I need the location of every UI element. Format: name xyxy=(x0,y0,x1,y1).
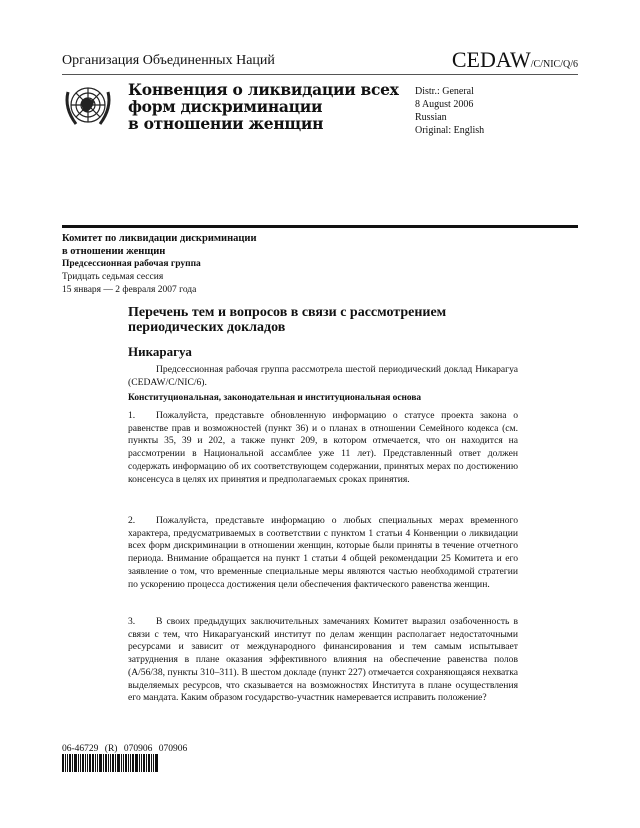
barcode-bar xyxy=(115,754,116,772)
barcode-bar xyxy=(69,754,71,772)
distribution-info xyxy=(415,85,484,137)
paragraph-number: 2. xyxy=(128,515,136,526)
document-heading xyxy=(128,305,528,335)
barcode-bar xyxy=(143,754,145,772)
barcode-bar xyxy=(89,754,91,772)
original-language-line: Original: English xyxy=(415,125,485,136)
barcode-bar xyxy=(117,754,120,772)
barcode-bar xyxy=(103,754,104,772)
barcode-bar xyxy=(85,754,86,772)
heading-line: Перечень тем и вопросов в связи с рассмотрением xyxy=(128,305,447,320)
working-group: Предсессионная рабочая группа xyxy=(62,259,201,269)
paragraph-text: Пожалуйста, представьте информацию о любых специальных мерах временного характера, предусматриваемых в соответствии с пунктом 1 статьи 4 Конвенции о ликвидации всех форм дискриминации в отношении женщин, которые были приняты в течение отчетного периода. Внимание обращается на пункт 1 статьи 4 общей рекомендации 25 Комитета и его заявление о том, что временные специальные меры являются частью необходимой стратегии по ускорению процесса достижения цели обеспечения фактического равенства женщин. xyxy=(128,515,518,590)
barcode-bar xyxy=(74,754,77,772)
barcode-bar xyxy=(135,754,138,772)
symbol-sub: /C/NIC/Q/6 xyxy=(530,59,578,70)
session-dates: 15 января — 2 февраля 2007 года xyxy=(62,285,197,295)
barcode-bar xyxy=(80,754,81,772)
convention-title-line: в отношении женщин xyxy=(128,114,324,133)
document-symbol xyxy=(452,47,578,73)
committee-block xyxy=(62,232,362,297)
barcode-bar xyxy=(153,754,154,772)
barcode-bar xyxy=(72,754,73,772)
barcode-bar xyxy=(87,754,88,772)
barcode-bar xyxy=(78,754,79,772)
barcode-bar xyxy=(146,754,147,772)
barcode-bar xyxy=(105,754,107,772)
convention-title xyxy=(128,81,399,132)
header-divider xyxy=(62,74,578,75)
paragraph-number: 1. xyxy=(128,410,136,421)
intro-paragraph: Предсессионная рабочая группа рассмотрела шестой периодический доклад Никарагуа (CEDAW/C/NIC/6). xyxy=(128,364,518,388)
committee-name: Комитет по ликвидации дискриминации xyxy=(62,233,257,244)
job-number: 06-46729 (R) 070906 070906 xyxy=(62,744,188,754)
convention-title-line: Конвенция о ликвидации всех xyxy=(128,80,399,99)
language-line: Russian xyxy=(415,112,447,123)
barcode-bar xyxy=(123,754,124,772)
barcode-bar xyxy=(151,754,152,772)
barcode-icon xyxy=(62,754,159,772)
convention-title-line: форм дискриминации xyxy=(128,97,323,116)
country-heading: Никарагуа xyxy=(128,344,192,359)
section-title: Конституциональная, законодательная и институциональная основа xyxy=(128,393,422,403)
un-emblem-icon xyxy=(62,80,114,132)
barcode-bar xyxy=(155,754,158,772)
date-line: 8 August 2006 xyxy=(415,99,474,110)
thick-divider xyxy=(62,225,578,228)
barcode-bar xyxy=(95,754,96,772)
paragraph-number: 3. xyxy=(128,616,136,627)
paragraph-text: В своих предыдущих заключительных замечаниях Комитет выразил озабоченность в связи с тем, что Никарагуанский институт по делам женщин располагает недостаточными ресурсами и зависит от международного финансирования и тем самым испытывает затруднения в плане оказания эффективного влияния на обеспечение равенства полов (A/56/38, пункты 310–311). В шестом докладе (пункт 227) отмечается сохраняющаяся нехватка выделяемых ресурсов, что сказывается на возможностях Института в плане осуществления его мандата. Каким образом государство-участник намеревается исправить положение? xyxy=(128,616,518,704)
barcode-bar xyxy=(62,754,64,772)
barcode-bar xyxy=(112,754,114,772)
barcode-bar xyxy=(110,754,111,772)
barcode-bar xyxy=(139,754,140,772)
question-paragraph xyxy=(128,410,518,486)
barcode-bar xyxy=(97,754,98,772)
barcode-bar xyxy=(148,754,150,772)
barcode-bar xyxy=(82,754,84,772)
distribution-line: Distr.: General xyxy=(415,86,474,97)
barcode-bar xyxy=(132,754,134,772)
barcode-bar xyxy=(92,754,94,772)
barcode-bar xyxy=(65,754,66,772)
barcode-bar xyxy=(99,754,102,772)
committee-name: в отношении женщин xyxy=(62,246,166,257)
question-paragraph xyxy=(128,616,518,705)
session: Тридцать седьмая сессия xyxy=(62,272,164,282)
barcode-bar xyxy=(108,754,109,772)
barcode-bar xyxy=(128,754,129,772)
barcode-bar xyxy=(121,754,122,772)
heading-line: периодических докладов xyxy=(128,320,286,335)
barcode-bar xyxy=(67,754,68,772)
organization-name: Организация Объединенных Наций xyxy=(62,53,275,68)
barcode-bar xyxy=(130,754,131,772)
barcode-bar xyxy=(141,754,142,772)
question-paragraph xyxy=(128,515,518,591)
symbol-main: CEDAW xyxy=(451,47,531,72)
barcode-bar xyxy=(125,754,127,772)
paragraph-text: Пожалуйста, представьте обновленную информацию о статусе проекта закона о равенстве прав и возможностей (пункт 36) и о планах в отношении Семейного кодекса (см. пункты 35, 39 и 202, а также пункт 209, в котором отмечается, что он находится на рассмотрении в Национальной ассамблее уже 11 лет). Представленный ответ должен содержать информацию об их соответствующем содержании, принятых мерах по достижению консенсуса в целях их принятия и предполагаемых сроках принятия. xyxy=(128,410,518,485)
